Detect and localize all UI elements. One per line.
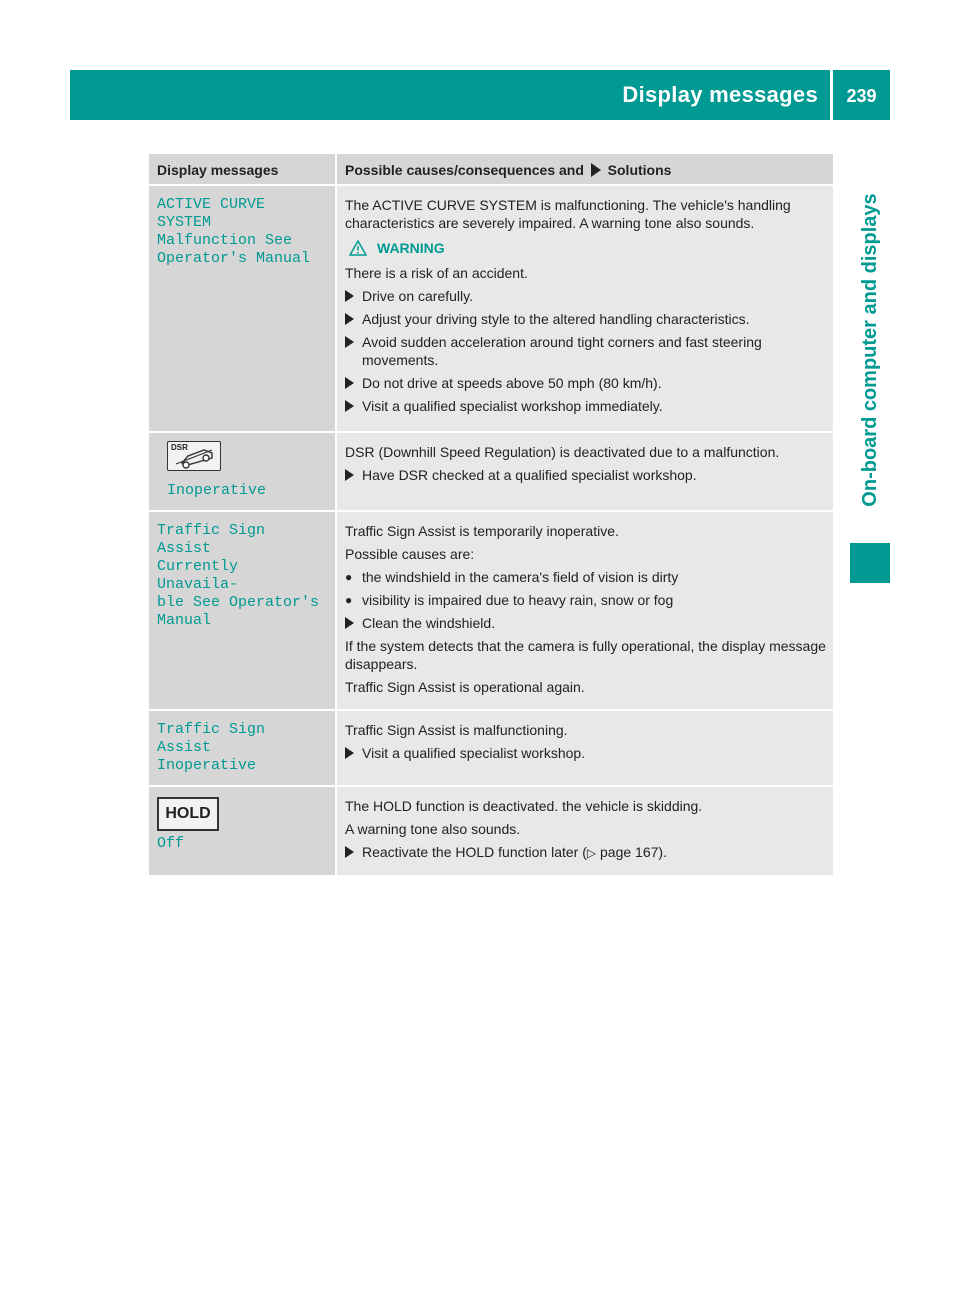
warning-label: WARNING (377, 240, 445, 256)
cause-text: A warning tone also sounds. (345, 821, 521, 837)
list-item: Drive on carefully. (345, 287, 827, 305)
list-item: Visit a qualified specialist workshop. (345, 744, 827, 762)
cause-text: The ACTIVE CURVE SYSTEM is malfunctioning. The vehicle's handling characteristics are severely impaired. A warning tone also sounds. (345, 197, 791, 231)
table-row (149, 785, 833, 875)
info-text: Traffic Sign Assist is operational again. (345, 679, 585, 695)
dsr-vehicle-icon (167, 441, 221, 471)
message-cell (149, 510, 335, 709)
play-arrow-icon (591, 163, 601, 177)
list-item: Clean the windshield. (345, 614, 827, 632)
risk-text: There is a risk of an accident. (345, 265, 528, 281)
step-arrow-icon (345, 469, 354, 481)
cause-text: Traffic Sign Assist is temporarily inoperative. (345, 523, 619, 539)
column-header-solutions-pre: Possible causes/consequences and (345, 162, 584, 178)
info-text: If the system detects that the camera is fully operational, the display message disappears. (345, 638, 826, 672)
message-cell (149, 184, 335, 431)
warning-triangle-icon (349, 240, 367, 256)
step-arrow-icon (345, 846, 354, 858)
solution-cell (335, 510, 833, 709)
page-number: 239 (846, 86, 877, 106)
solution-cell (335, 431, 833, 510)
table-row (149, 510, 833, 709)
page-title: Display messages (622, 82, 818, 107)
table-row (149, 431, 833, 510)
step-arrow-icon (345, 400, 354, 412)
warning-heading (349, 240, 827, 256)
list-item: Do not drive at speeds above 50 mph (80 km/h). (345, 374, 827, 392)
step-arrow-icon (345, 290, 354, 302)
column-header-solutions (335, 154, 833, 184)
display-message-text: Inoperative (167, 482, 267, 499)
page-header (70, 70, 890, 120)
dsr-icon-label: DSR (171, 443, 188, 452)
list-item: Reactivate the HOLD function later (▷ page 167). (345, 843, 827, 862)
display-messages-table (149, 154, 833, 875)
message-cell (149, 785, 335, 875)
list-item: Avoid sudden acceleration around tight corners and fast steering movements. (345, 333, 827, 369)
list-item: Have DSR checked at a qualified specialist workshop. (345, 466, 827, 484)
page-reference: page 167 (600, 844, 659, 860)
solution-cell (335, 785, 833, 875)
bullet-icon: ● (345, 570, 353, 584)
table-row (149, 184, 833, 431)
chapter-tab-label: On-board computer and displays (859, 193, 881, 507)
list-item: Visit a qualified specialist workshop immediately. (345, 397, 827, 415)
message-cell (149, 431, 335, 510)
table-header-row (149, 154, 833, 184)
display-message-text: Traffic Sign Assist Currently Unavaila- ble See Operator's Manual (157, 522, 320, 629)
step-arrow-icon (345, 336, 354, 348)
step-arrow-icon (345, 617, 354, 629)
list-item: Adjust your driving style to the altered handling characteristics. (345, 310, 827, 328)
step-arrow-icon (345, 747, 354, 759)
message-cell (149, 709, 335, 785)
cause-text: DSR (Downhill Speed Regulation) is deactivated due to a malfunction. (345, 444, 780, 460)
display-message-text: Traffic Sign Assist Inoperative (157, 721, 266, 774)
chapter-marker (850, 543, 890, 583)
table-row (149, 709, 833, 785)
hold-icon: HOLD (157, 797, 219, 831)
list-item: ● visibility is impaired due to heavy rain, snow or fog (345, 592, 674, 608)
cause-text: The HOLD function is deactivated. the vehicle is skidding. (345, 798, 703, 814)
solution-cell (335, 184, 833, 431)
step-arrow-icon (345, 313, 354, 325)
display-message-text: ACTIVE CURVE SYSTEM Malfunction See Operator's Manual (157, 196, 311, 267)
step-arrow-icon (345, 377, 354, 389)
list-item: ● the windshield in the camera's field of vision is dirty (345, 569, 679, 585)
column-header-solutions-post: Solutions (607, 162, 672, 178)
column-header-messages: Display messages (149, 154, 335, 184)
page-reference-icon: ▷ (586, 846, 597, 860)
cause-text: Traffic Sign Assist is malfunctioning. (345, 722, 568, 738)
bullet-icon: ● (345, 593, 353, 607)
causes-intro-text: Possible causes are: (345, 546, 475, 562)
chapter-tab (850, 150, 890, 550)
solution-cell (335, 709, 833, 785)
display-message-text: Off (157, 835, 185, 852)
